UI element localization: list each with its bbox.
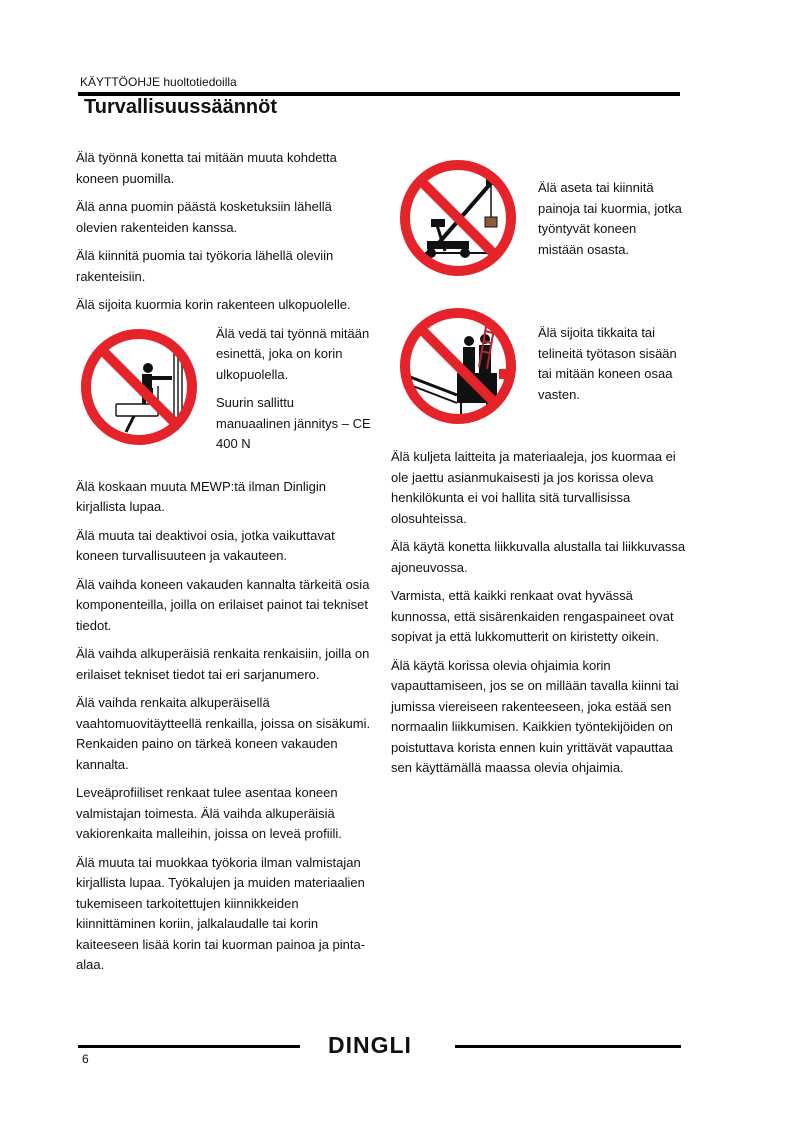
paragraph: Älä vaihda koneen vakauden kannalta tärkeitä osia komponenteilla, joilla on erilaiset painot tai tekniset tiedot. [76, 576, 370, 633]
figure-no-hanging-load [395, 155, 683, 281]
paragraph: Älä muuta tai muokkaa työkoria ilman valmistajan kirjallista lupaa. Työkalujen ja muiden materiaalien tukemiseen tarkoitettujen kiinnikkeiden kiinnittäminen koriin, jalkalaudalle tai korin kaiteeseen lisää korin tai kuorman painoa ja pinta-alaa. [76, 854, 366, 972]
page-title: Turvallisuussäännöt [84, 96, 278, 118]
figure-text: Älä aseta tai kiinnitä painoja tai kuormia, jotka työntyvät koneen mistään osasta. [538, 180, 682, 257]
paragraph: Älä käytä korissa olevia ohjaimia korin vapauttamiseen, jos se on millään tavalla kiinni tai jumissa viereiseen rakenteeseen, joka estää sen normaalin liikkumisen. Kaikkien työntekijöiden on poistuttava korista ennen kuin yrittävät vapauttaa sen käyttämällä maassa olevia ohjaimia. [391, 657, 679, 775]
header-label: KÄYTTÖOHJE huoltotiedoilla [80, 75, 237, 89]
brand-logo: DINGLI [328, 1032, 412, 1058]
figure-text: Älä vedä tai työnnä mitään esinettä, joka on korin ulkopuolella. [216, 325, 370, 382]
paragraph: Älä työnnä konetta tai mitään muuta kohdetta koneen puomilla. [76, 150, 337, 186]
figure-caption [538, 303, 678, 405]
paragraph: Älä muuta tai deaktivoi osia, jotka vaikuttavat koneen turvallisuuteen ja vakauteen. [76, 527, 335, 563]
paragraph: Älä sijoita kuormia korin rakenteen ulkopuolelle. [76, 297, 351, 312]
paragraph: Varmista, että kaikki renkaat ovat hyvässä kunnossa, että sisärenkaiden rengaspaineet ovat sopivat ja että lukkomutterit on kiristetty oikein. [391, 588, 674, 644]
figure-no-ladder [395, 303, 678, 429]
paragraph: Älä koskaan muuta MEWP:tä ilman Dinligin kirjallista lupaa. [76, 478, 326, 514]
figure-caption [538, 155, 683, 260]
figure-caption [216, 324, 372, 463]
left-column [76, 148, 372, 984]
footer-rule-left [78, 1045, 300, 1048]
figure-text: Älä sijoita tikkaita tai telineitä työtason sisään tai mitään koneen osaa vasten. [538, 325, 677, 402]
right-column [391, 447, 689, 787]
footer-rule-right [455, 1045, 681, 1048]
paragraph: Älä kuljeta laitteita ja materiaaleja, jos kuormaa ei ole jaettu asianmukaisesti ja jos korissa oleva henkilökunta ei voi hallita sitä turvallisissa olosuhteissa. [391, 449, 676, 526]
figure-text: Suurin sallittu manuaalinen jännitys – CE 400 N [216, 395, 371, 451]
paragraph: Leveäprofiiliset renkaat tulee asentaa koneen valmistajan toimesta. Älä vaihda alkuperäisiä vakiorenkaita malleihin, joissa on leveä profiili. [76, 785, 342, 841]
paragraph: Älä anna puomin päästä kosketuksiin lähellä olevien rakenteiden kanssa. [76, 199, 332, 235]
no-ladder-icon [395, 303, 521, 429]
no-hanging-load-icon [395, 155, 521, 281]
no-pushing-pulling-icon [76, 324, 202, 450]
paragraph: Älä kiinnitä puomia tai työkoria lähellä oleviin rakenteisiin. [76, 248, 334, 284]
figure-no-pushing [76, 324, 372, 463]
paragraph: Älä käytä konetta liikkuvalla alustalla tai liikkuvassa ajoneuvossa. [391, 539, 686, 575]
page-number: 6 [82, 1052, 89, 1066]
paragraph: Älä vaihda renkaita alkuperäisellä vaahtomuovitäytteellä renkailla, joissa on sisäkumi. Renkaiden paino on tärkeä koneen vakauden kannalta. [76, 695, 371, 772]
paragraph: Älä vaihda alkuperäisiä renkaita renkaisiin, joilla on erilaiset tekniset tiedot tai eri sarjanumero. [76, 646, 370, 682]
